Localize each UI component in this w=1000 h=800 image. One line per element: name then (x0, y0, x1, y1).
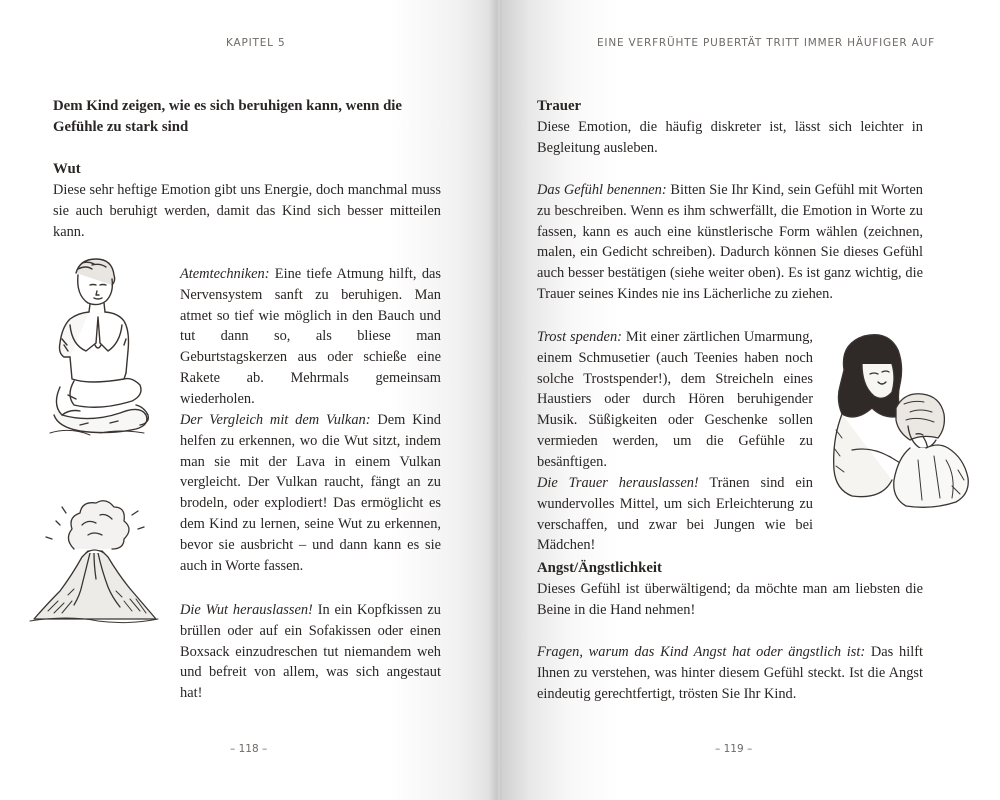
wut-atemtechniken (180, 264, 441, 410)
trauer-gefuehl-benennen (537, 180, 923, 305)
page-number-right: – 119 – (715, 743, 753, 755)
section-title: Dem Kind zeigen, wie es sich beruhigen kann, wenn die Gefühle zu stark sind (53, 98, 402, 135)
trost-spenden-text: Mit einer zärtlichen Umarmung, einem Schmusetier (auch Teenies haben noch solche Trostspender!), dem Streicheln eines Haustiers oder durch Hören beruhigender Musik. Süßigkeiten oder Geschenke sollen vermieden werden, um die Gefühle zu besänftigen. (537, 329, 813, 470)
atemtechniken-label: Atemtechniken: (180, 266, 270, 282)
heading-trauer: Trauer (537, 98, 582, 114)
vulkan-text: Dem Kind helfen zu erkennen, wo die Wut sitzt, indem man sie mit der Lava in einem Vulkan vergleicht. Der Vulkan raucht, fängt an zu brodeln, oder explodiert! Das ermöglicht es dem Kind zu lernen, seine Wut zu erkennen, bevor sie ausbricht – und dann kann es sie auch in Worte fassen. (180, 412, 442, 574)
angst-fragen (537, 642, 923, 704)
book-gutter-shadow (488, 0, 502, 800)
trauer-intro: Diese Emotion, die häufig diskreter ist, lässt sich leichter in Begleitung ausleben. (537, 119, 923, 156)
page-number-left: – 118 – (230, 743, 268, 755)
wut-herauslassen-label: Die Wut herauslassen! (180, 602, 313, 618)
vulkan-label: Der Vergleich mit dem Vulkan: (180, 412, 371, 428)
trauer-herauslassen (537, 473, 813, 556)
angst-fragen-label: Fragen, warum das Kind Angst hat oder ängstlich ist: (537, 644, 866, 660)
atemtechniken-text: Eine tiefe Atmung hilft, das Nervensystem sanft zu beruhigen. Man atmet so tief wie möglich in den Bauch und tut dann so, als bliese man Geburtstagskerzen aus oder schieße eine Rakete ab. Mehrmals gemeinsam wiederholen. (180, 266, 441, 407)
trost-spenden-label: Trost spenden: (537, 329, 622, 345)
trauer-herauslassen-text: Tränen sind ein wundervolles Mittel, um sich Erleichterung zu verschaffen, und zwar bei Jungen wie bei Mädchen! (537, 475, 813, 554)
meditating-boy-illustration (40, 255, 158, 440)
right-page (500, 0, 1000, 800)
angst-fragen-text: Das hilft Ihnen zu verstehen, was hinter diesem Gefühl steckt. Ist die Angst eindeutig gerechtfertigt, trösten Sie Ihr Kind. (537, 644, 923, 702)
trauer-herauslassen-label: Die Trauer herauslassen! (537, 475, 699, 491)
wut-herauslassen (180, 600, 441, 704)
running-head-left: KAPITEL 5 (226, 37, 286, 49)
angst-intro: Dieses Gefühl ist überwältigend; da möchte man am liebsten die Beine in die Hand nehmen! (537, 581, 923, 618)
wut-intro: Diese sehr heftige Emotion gibt uns Energie, doch manchmal muss sie auch beruhigt werden, damit das Kind sich besser mitteilen kann. (53, 182, 441, 240)
mother-hugging-child-illustration (822, 330, 974, 510)
gefuehl-benennen-text: Bitten Sie Ihr Kind, sein Gefühl mit Worten zu beschreiben. Wenn es ihm schwerfällt, die Emotion in Worte zu fassen, kann es auch eine künstlerische Form wählen (zeichnen, malen, ein Gedicht schreiben). Dadurch können Sie dieses Gefühl auch besser bestätigen (siehe weiter oben). Es ist ganz wichtig, die Trauer seines Kindes nie ins Lächerliche zu ziehen. (537, 182, 923, 302)
gefuehl-benennen-label: Das Gefühl benennen: (537, 182, 667, 198)
heading-wut: Wut (53, 161, 81, 177)
wut-herauslassen-text: In ein Kopfkissen zu brüllen oder auf ein Sofakissen oder einen Boxsack einzudreschen tut niemandem weh und befreit von allem, was sich angestaut hat! (180, 602, 441, 702)
running-head-right: EINE VERFRÜHTE PUBERTÄT TRITT IMMER HÄUFIGER AUF (597, 37, 935, 49)
trauer-trost-spenden (537, 327, 813, 473)
heading-angst: Angst/Ängstlichkeit (537, 560, 662, 576)
erupting-volcano-illustration (28, 495, 160, 625)
wut-vulkan (180, 410, 441, 576)
